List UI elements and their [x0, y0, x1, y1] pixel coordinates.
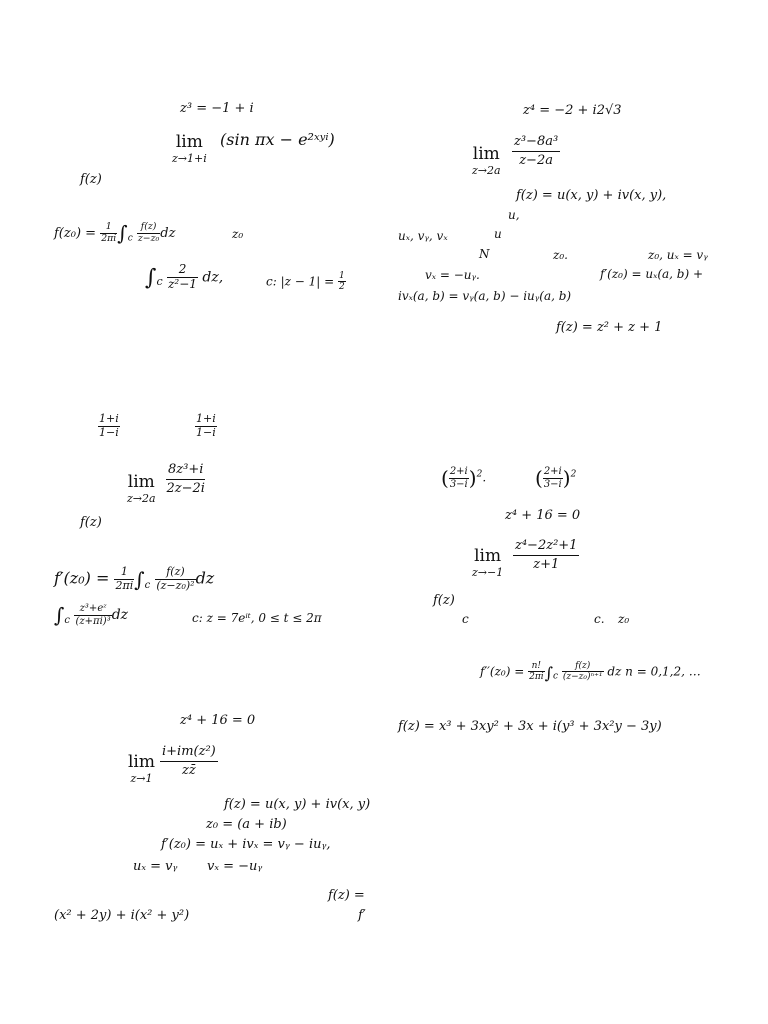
- cauchy-riemann-b: vₓ = −uᵧ.: [425, 268, 480, 282]
- cauchy-coefficient: $\frac{1}{2\pi i}$: [101, 221, 117, 244]
- derivative-symbol: f′: [358, 908, 366, 923]
- integral-sign: ∫: [145, 265, 157, 291]
- equation-quartic-root: z⁴ = −2 + i2√3: [523, 103, 622, 118]
- integral-sign: ∫: [117, 220, 128, 245]
- limit-fraction: $\frac{\text{i+im(z²)}}{zz̄}$: [162, 744, 216, 778]
- fraction-b: $\frac{1+i}{1-i}$: [196, 412, 216, 439]
- point-z0: z₀: [232, 227, 244, 241]
- contour-definition-2: c: z = 7eⁱᵗ, 0 ≤ t ≤ 2π: [192, 611, 322, 625]
- point-z0: z₀.: [553, 248, 568, 262]
- limit-fraction: $\frac{\text{z⁴−2z²+1}}{z+1}$: [515, 538, 578, 572]
- limit-subscript: z→−1: [472, 566, 504, 579]
- integral-sign: ∫: [134, 567, 145, 592]
- contour-definition: c: |z − 1| = $\frac{1}{2}$: [266, 271, 345, 293]
- contour-c: c: [462, 612, 469, 626]
- contour-c-2: c.: [594, 612, 605, 626]
- limit-subscript: z→1+i: [172, 152, 207, 165]
- limit-fraction: $\frac{\text{8z³+i}}{2z-2i}$: [166, 462, 205, 496]
- point-definition: z₀ = (a + ib): [206, 817, 287, 832]
- fraction-a: $\frac{1+i}{1-i}$: [99, 412, 119, 439]
- limit-subscript: z→2a: [127, 492, 156, 505]
- contour-subscript: c: [156, 275, 163, 289]
- contour-integral-2: $\int_c$ $\frac{\text{z³+eᶻ}}{\text{(z+πi)³}}$ dz: [54, 603, 129, 627]
- limit-word: lim: [474, 546, 502, 566]
- contour-integral: [145, 263, 223, 292]
- derivative-a: f′(z₀) = uₓ(a, b) +: [600, 267, 704, 281]
- limit-operator: [172, 134, 207, 164]
- integrand: $\frac{\text{z³+eᶻ}}{\text{(z+πi)³}}$: [75, 603, 111, 627]
- cauchy-integrand: $\frac{f(z)}{\text{z−z₀}}$: [137, 221, 160, 244]
- u-label-2: u: [494, 227, 502, 241]
- limit-word: lim: [128, 752, 155, 772]
- function-label: f(z): [80, 172, 102, 187]
- integral-sign: ∫: [54, 603, 65, 627]
- integrand: $\frac{f(z)}{\text{(z−z₀)²}}$: [156, 565, 195, 592]
- cauchy-integral-formula: [54, 222, 175, 245]
- function-definition: f(z) =: [328, 888, 365, 903]
- power-expression-a: ( $\frac{2+i}{3-i}$ )$^2$.: [441, 466, 487, 490]
- derivative-integral-formula: f′(z₀) = $\frac{1}{2\pi i}$ $\int_c$ $\frac{f(z)}{\text{(z−z₀)²}}$ dz: [54, 565, 215, 592]
- limit-operator: [128, 754, 155, 784]
- radius-fraction: $\frac{1}{2}$: [339, 271, 345, 293]
- limit-subscript: z→1: [130, 772, 153, 785]
- function-label: f(z): [80, 515, 102, 530]
- limit-operator: [472, 548, 503, 578]
- integrand: $\frac{f(z)}{\text{(z−z₀)ⁿ⁺¹}}$: [562, 661, 603, 683]
- coefficient: $\frac{1}{2\pi i}$: [115, 565, 134, 592]
- function-label: f(z): [433, 593, 455, 608]
- cauchy-riemann-a: z₀, uₓ = vᵧ: [648, 248, 708, 262]
- polynomial-expression: (x² + 2y) + i(x² + y²): [54, 908, 190, 923]
- polynomial-quadratic: f(z) = z² + z + 1: [556, 320, 663, 335]
- integral-sign: ∫: [544, 663, 553, 683]
- cauchy-lhs: f(z₀) =: [54, 225, 97, 241]
- complex-function-uv: f(z) = u(x, y) + iv(x, y): [224, 797, 371, 812]
- limit-fraction: $\frac{\text{z³−8a³}}{z-2a}$: [514, 134, 559, 168]
- coefficient: $\frac{n!}{2\pi i}$: [529, 661, 544, 683]
- cauchy-differential: dz: [160, 225, 176, 241]
- partial-derivatives: uₓ, vᵧ, vₓ: [398, 229, 448, 243]
- neighborhood-N: N: [479, 247, 490, 261]
- derivative-b: ivₓ(a, b) = vᵧ(a, b) − iuᵧ(a, b): [398, 289, 572, 303]
- limit-word: lim: [127, 472, 155, 492]
- polynomial-cubic: f(z) = x³ + 3xy² + 3x + i(y³ + 3x²y − 3y): [398, 719, 662, 734]
- equation-quartic: z⁴ + 16 = 0: [505, 508, 581, 523]
- equation-quartic: z⁴ + 16 = 0: [180, 713, 256, 728]
- limit-word: lim: [472, 144, 500, 164]
- power-expression-b: ( $\frac{2+i}{3-i}$ )$^2$: [535, 466, 577, 490]
- cauchy-riemann-2: vₓ = −uᵧ: [207, 859, 263, 874]
- differential: dz,: [202, 269, 224, 286]
- u-label: u,: [508, 208, 520, 222]
- limit-subscript: z→2a: [472, 164, 501, 177]
- limit-expression: (sin πx − e²ˣʸⁱ): [220, 130, 335, 149]
- limit-operator: [472, 146, 501, 176]
- limit-word: lim: [175, 132, 203, 152]
- point-z0-2: z₀: [618, 612, 630, 626]
- derivative-cauchy-riemann: f′(z₀) = uₓ + ivₓ = vᵧ − iuᵧ,: [161, 837, 331, 852]
- nth-derivative-formula: f′′(z₀) = $\frac{n!}{2\pi i}$ $\int_c$ $\frac{f(z)}{\text{(z−z₀)ⁿ⁺¹}}$ dz n = 0,1,2, …: [480, 661, 701, 683]
- equation-cube-root: z³ = −1 + i: [180, 101, 254, 116]
- contour-subscript: c: [127, 233, 133, 244]
- integrand-fraction: $\frac{2}{\text{z²−1}}$: [168, 262, 197, 291]
- complex-function-uv: f(z) = u(x, y) + iv(x, y),: [516, 188, 667, 203]
- limit-operator: [127, 474, 156, 504]
- cauchy-riemann-1: uₓ = vᵧ: [133, 859, 178, 874]
